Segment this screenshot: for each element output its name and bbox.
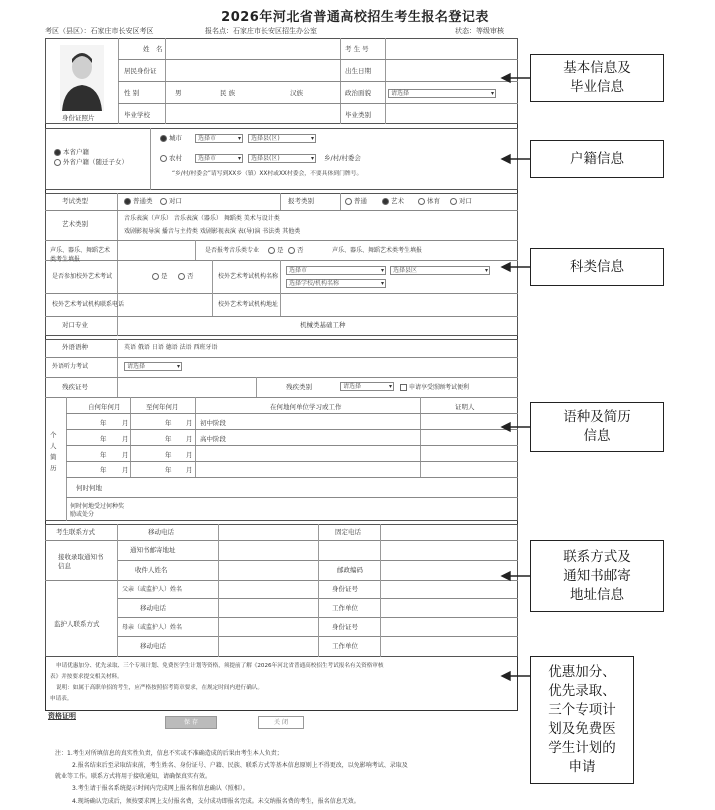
note-4: 3.考生请于报名系统提示时间内完成网上报名和信息确认（照相）。 xyxy=(72,785,249,792)
contact-section xyxy=(45,524,518,657)
guardian-label: 监护人联系方式 xyxy=(54,620,100,628)
col-witness: 证明人 xyxy=(455,403,475,411)
is-music-label: 是否报考音乐类专业 xyxy=(205,247,260,254)
art-row2[interactable]: 戏剧影视导演 播音与主持类 戏剧影视表演 表(导)演 书法类 其他类 xyxy=(124,228,301,235)
note-5: 4.现场确认完成后，须按要求网上支付报名费，支付成功即报名完成。未交纳报名费的考生，报名信息无效。 xyxy=(72,798,360,805)
city-radio[interactable]: 城市 xyxy=(160,134,182,143)
music-label: 声乐、器乐、舞蹈艺术类考生填报 xyxy=(50,247,111,263)
lang-label: 外语语种 xyxy=(62,343,88,351)
callout-resume: 语种及简历 信息 xyxy=(530,402,664,452)
outside-no[interactable]: 否 xyxy=(178,272,194,281)
callout-contact: 联系方式及 通知书邮寄 地址信息 xyxy=(530,540,664,612)
mobile-label: 移动电话 xyxy=(148,528,174,536)
outside-city-select[interactable]: 选择市 ▾ xyxy=(286,266,386,275)
school-type-label: 毕业类别 xyxy=(345,111,371,119)
outside-label: 是否参加校外艺术考试 xyxy=(52,273,113,280)
policy-line1: 申请优惠加分、优先录取、三个专项计划、免费医学生计划等资格，须提前了解《2026年河北省普通高校招生考试报名有关资格审核 xyxy=(56,663,384,669)
tech-select[interactable]: 请选择 ▾ xyxy=(124,362,182,371)
r2-m1: 月 xyxy=(122,435,129,443)
callout-arrows xyxy=(500,40,532,740)
id-type: 居民身份证 xyxy=(124,67,157,75)
r2-m2: 月 xyxy=(186,435,193,443)
photo xyxy=(60,45,104,111)
r1-m2: 月 xyxy=(186,419,193,427)
music-no[interactable]: 否 xyxy=(288,246,304,255)
political-select[interactable]: 请选择 ▾ xyxy=(388,89,496,98)
father-label: 父亲（或监护人）姓名 xyxy=(122,586,183,593)
award-label: 何时何地受过何种奖励或处分 xyxy=(70,503,125,518)
outside-yes[interactable]: 是 xyxy=(152,272,168,281)
r3-y1: 年 xyxy=(100,451,107,459)
note-3: 就业等工作。联系方式将用于接收通知，请确保真实有效。 xyxy=(55,773,212,780)
resume-label: 个人简历 xyxy=(50,431,57,472)
art-label: 艺术类别 xyxy=(62,220,88,228)
contact-title: 考生联系方式 xyxy=(56,528,95,536)
recipient-label: 收件人姓名 xyxy=(135,566,168,574)
landline-label: 固定电话 xyxy=(335,528,361,536)
outside-school-select[interactable]: 选择学校/机构名称 ▾ xyxy=(286,279,386,288)
town-label: 乡/村/村委会 xyxy=(324,154,361,162)
r4-y2: 年 xyxy=(165,466,172,474)
callout-kelei: 科类信息 xyxy=(530,248,664,286)
outside-phone-label: 校外艺术考试机构联系电话 xyxy=(52,301,125,308)
gender-label: 性 别 xyxy=(124,89,140,97)
r1-y1: 年 xyxy=(100,419,107,427)
outside-county-select[interactable]: 选择县区 ▾ xyxy=(390,266,490,275)
r3-y2: 年 xyxy=(165,451,172,459)
outside-addr-label: 校外艺术考试机构地址 xyxy=(218,301,279,308)
postcode-label: 邮政编码 xyxy=(337,566,363,574)
village-district-select[interactable]: 选择县(区) ▾ xyxy=(248,154,316,163)
policy-line3: 说明：如属于高职单招的考生，应严格按照招考简章要求，在规定时间内进行确认。 xyxy=(56,685,263,691)
local-radio[interactable]: 本省户籍 xyxy=(54,148,89,157)
cat-opt4[interactable]: 对口 xyxy=(450,197,472,206)
father-work-label: 工作单位 xyxy=(332,604,358,612)
meta-office: 报名点：石家庄市长安区招生办公室 xyxy=(205,27,317,35)
disability-select[interactable]: 请选择 ▾ xyxy=(340,382,394,391)
district-select[interactable]: 选择县(区) ▾ xyxy=(248,134,316,143)
ethnic-label: 民 族 xyxy=(220,89,236,97)
notice-addr-label: 通知书邮寄地址 xyxy=(130,546,176,554)
nonlocal-radio[interactable]: 外省户籍（随迁子女） xyxy=(54,158,128,167)
mother-phone-label: 移动电话 xyxy=(140,642,166,650)
outside-name-label: 校外艺术考试机构名称 xyxy=(218,273,279,280)
note-2: 2.报名结束后至录取结束前，考生姓名、身份证号、户籍、民族、联系方式等基本信息原则上不得更改，以免影响考试、录取及 xyxy=(72,762,408,769)
policy-line4: 申请表。 xyxy=(50,696,73,702)
col-from: 自何年何月 xyxy=(88,403,121,411)
type-label: 考试类型 xyxy=(62,197,88,205)
tech-label: 外语听力考试 xyxy=(52,363,89,370)
duikou-label: 对口专业 xyxy=(62,321,88,329)
callout-policy: 优惠加分、 优先录取、 三个专项计 划及免费医 学生计划的 申请 xyxy=(530,656,634,784)
close-button[interactable]: 关 闭 xyxy=(258,716,304,729)
r4-y1: 年 xyxy=(100,466,107,474)
duikou-value: 机械类基础工种 xyxy=(300,321,346,329)
mother-id-label: 身份证号 xyxy=(332,623,358,631)
r1-y2: 年 xyxy=(165,419,172,427)
form-title: 2026年河北省普通高校招生考生报名登记表 xyxy=(221,10,489,25)
cert-label: 残疾证号 xyxy=(62,383,88,391)
art-row1[interactable]: 音乐表演（声乐） 音乐表演（器乐） 舞蹈类 美术与设计类 xyxy=(124,215,280,222)
chevron-down-icon: ▾ xyxy=(490,90,494,97)
type-opt1[interactable]: 普通类 xyxy=(124,197,153,206)
disability-label: 残疾类别 xyxy=(286,383,312,391)
type-opt2[interactable]: 对口 xyxy=(160,197,182,206)
village-radio[interactable]: 农村 xyxy=(160,154,182,163)
callout-basic: 基本信息及 毕业信息 xyxy=(530,54,664,102)
cat-opt2[interactable]: 艺术 xyxy=(382,197,404,206)
r2-y1: 年 xyxy=(100,435,107,443)
r3-m1: 月 xyxy=(122,451,129,459)
r2-desc: 高中阶段 xyxy=(200,435,226,443)
gender-value: 男 xyxy=(175,89,182,97)
lang-options[interactable]: 英语 俄语 日语 德语 法语 西班牙语 xyxy=(124,344,218,351)
r4-m2: 月 xyxy=(186,466,193,474)
r4-m1: 月 xyxy=(122,466,129,474)
r1-m1: 月 xyxy=(122,419,129,427)
r2-y2: 年 xyxy=(165,435,172,443)
cat-label: 报考类别 xyxy=(288,197,314,205)
ethnic-value: 汉族 xyxy=(290,89,303,97)
meta-region: 考区（县区）：石家庄市长安区考区 xyxy=(45,27,154,35)
callout-huji: 户籍信息 xyxy=(530,140,664,178)
music-sub: 声乐、器乐、舞蹈艺术类考生填报 xyxy=(332,247,423,254)
note-1: 注：1.考生对所填信息的真实性负责，信息不实或不准确造成的后果由考生本人负责； xyxy=(55,750,283,757)
r3-m2: 月 xyxy=(186,451,193,459)
notice-label: 接收录取通知书信息 xyxy=(58,553,104,570)
cat-opt1[interactable]: 普通 xyxy=(345,197,367,206)
meta-stage: 状态：等级审核 xyxy=(455,27,504,35)
name-label: 姓 名 xyxy=(143,45,163,53)
photo-label: 身份证照片 xyxy=(62,114,95,122)
policy-line2: 表》并按要求提交相关材料。 xyxy=(50,674,123,680)
village-city-select[interactable]: 选择市 ▾ xyxy=(195,154,243,163)
kelei-section xyxy=(45,193,518,336)
resume-section xyxy=(45,339,518,521)
mother-work-label: 工作单位 xyxy=(332,642,358,650)
birth-label: 出生日期 xyxy=(345,67,371,75)
father-id-label: 身份证号 xyxy=(332,585,358,593)
father-phone-label: 移动电话 xyxy=(140,604,166,612)
other-label: 何时何地 xyxy=(76,484,102,492)
r1-desc: 初中阶段 xyxy=(200,419,226,427)
political-label: 政治面貌 xyxy=(345,89,371,97)
apply-checkbox[interactable]: 申请享受照顾考试便利 xyxy=(400,383,469,392)
qualification-link[interactable]: 资格证明 xyxy=(48,712,76,720)
exam-no-label: 考 生 号 xyxy=(345,45,369,53)
huji-hint: “乡/村/村委会”请写到XX乡（镇）XX村或XX村委会，不要具体到门牌号。 xyxy=(172,171,363,177)
music-yes[interactable]: 是 xyxy=(268,246,284,255)
save-button[interactable]: 保 存 xyxy=(165,716,217,729)
col-where: 在何地何单位学习或工作 xyxy=(270,403,342,411)
col-to: 至何年何月 xyxy=(146,403,179,411)
city-select[interactable]: 选择市 ▾ xyxy=(195,134,243,143)
school-label: 毕业学校 xyxy=(124,111,150,119)
mother-label: 母亲（或监护人）姓名 xyxy=(122,624,183,631)
cat-opt3[interactable]: 体育 xyxy=(418,197,440,206)
